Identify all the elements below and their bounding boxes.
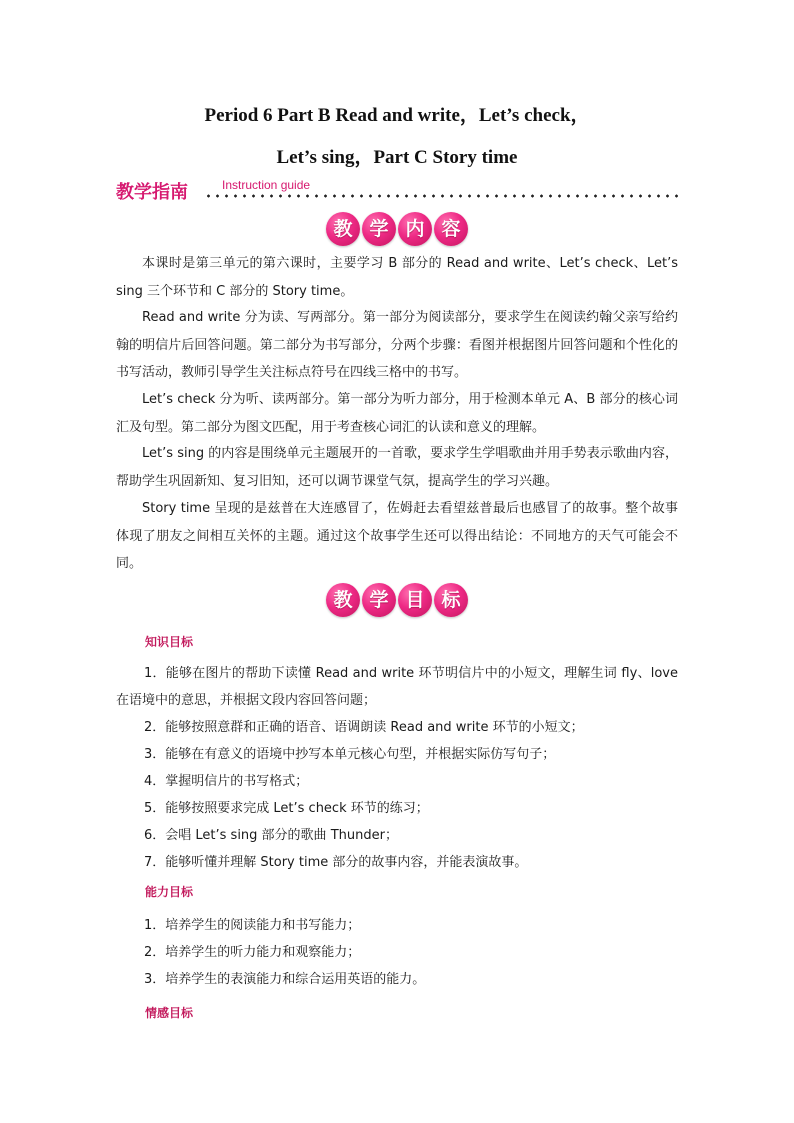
section-badge-goals xyxy=(0,583,794,617)
badge-char: 标 xyxy=(434,583,468,617)
badge-char: 容 xyxy=(434,212,468,246)
badge-char: 学 xyxy=(362,583,396,617)
instruction-guide-bar xyxy=(116,178,680,202)
page-title-line-1: Period 6 Part B Read and write，Let’s check， xyxy=(204,105,590,126)
content-paragraph: Read and write 分为读、写两部分。第一部分为阅读部分，要求学生在阅读约翰父亲写给约翰的明信片后回答问题。第二部分为书写部分，分两个步骤：看图并根据图片回答问题和个性化的书写活动，教师引导学生关注标点符号在四线三格中的书写。 xyxy=(116,310,678,380)
section-badge-content xyxy=(0,212,794,246)
badge-char: 内 xyxy=(398,212,432,246)
goal-item: 6．会唱 Let’s sing 部分的歌曲 Thunder； xyxy=(144,828,398,843)
goal-item: 2．培养学生的听力能力和观察能力； xyxy=(144,945,361,960)
badge-char: 目 xyxy=(398,583,432,617)
goal-item: 2．能够按照意群和正确的语音、语调朗读 Read and write 环节的小短文； xyxy=(144,720,584,735)
goal-item: 3．能够在有意义的语境中抄写本单元核心句型，并根据实际仿写句子； xyxy=(144,747,556,762)
goal-item: 5．能够按照要求完成 Let’s check 环节的练习； xyxy=(144,801,429,816)
guide-label-zh: 教学指南 xyxy=(116,182,188,203)
guide-label-en: Instruction guide xyxy=(222,178,311,192)
goal-item: 1．培养学生的阅读能力和书写能力； xyxy=(144,918,361,933)
page-title-line-2: Let’s sing，Part C Story time xyxy=(276,147,518,168)
badge-char: 学 xyxy=(362,212,396,246)
content-paragraph: Story time 呈现的是兹普在大连感冒了，佐姆赶去看望兹普最后也感冒了的故事。整个故事体现了朋友之间相互关怀的主题。通过这个故事学生还可以得出结论：不同地方的天气可能会不同。 xyxy=(116,501,678,571)
badge-char: 教 xyxy=(326,583,360,617)
goal-item: 3．培养学生的表演能力和综合运用英语的能力。 xyxy=(144,972,426,987)
content-paragraph: Let’s check 分为听、读两部分。第一部分为听力部分，用于检测本单元 A、B 部分的核心词汇及句型。第二部分为图文匹配，用于考查核心词汇的认读和意义的理解。 xyxy=(116,392,678,435)
goal-item: 1．能够在图片的帮助下读懂 Read and write 环节明信片中的小短文，理解生词 fly、love 在语境中的意思，并根据文段内容回答问题； xyxy=(116,666,678,708)
content-paragraph: 本课时是第三单元的第六课时，主要学习 B 部分的 Read and write、Let’s check、Let’s sing 三个环节和 C 部分的 Story time。 xyxy=(116,256,678,299)
badge-char: 教 xyxy=(326,212,360,246)
emotion-goals-heading: 情感目标 xyxy=(145,1006,194,1020)
content-paragraph: Let’s sing 的内容是围绕单元主题展开的一首歌，要求学生学唱歌曲并用手势表示歌曲内容，帮助学生巩固新知、复习旧知，还可以调节课堂气氛，提高学生的学习兴趣。 xyxy=(116,446,678,489)
knowledge-goals-heading: 知识目标 xyxy=(145,635,194,649)
goal-item: 7．能够听懂并理解 Story time 部分的故事内容，并能表演故事。 xyxy=(144,855,528,870)
dotted-rule xyxy=(204,194,680,198)
ability-goals-heading: 能力目标 xyxy=(145,885,194,899)
goal-item: 4．掌握明信片的书写格式； xyxy=(144,774,309,789)
